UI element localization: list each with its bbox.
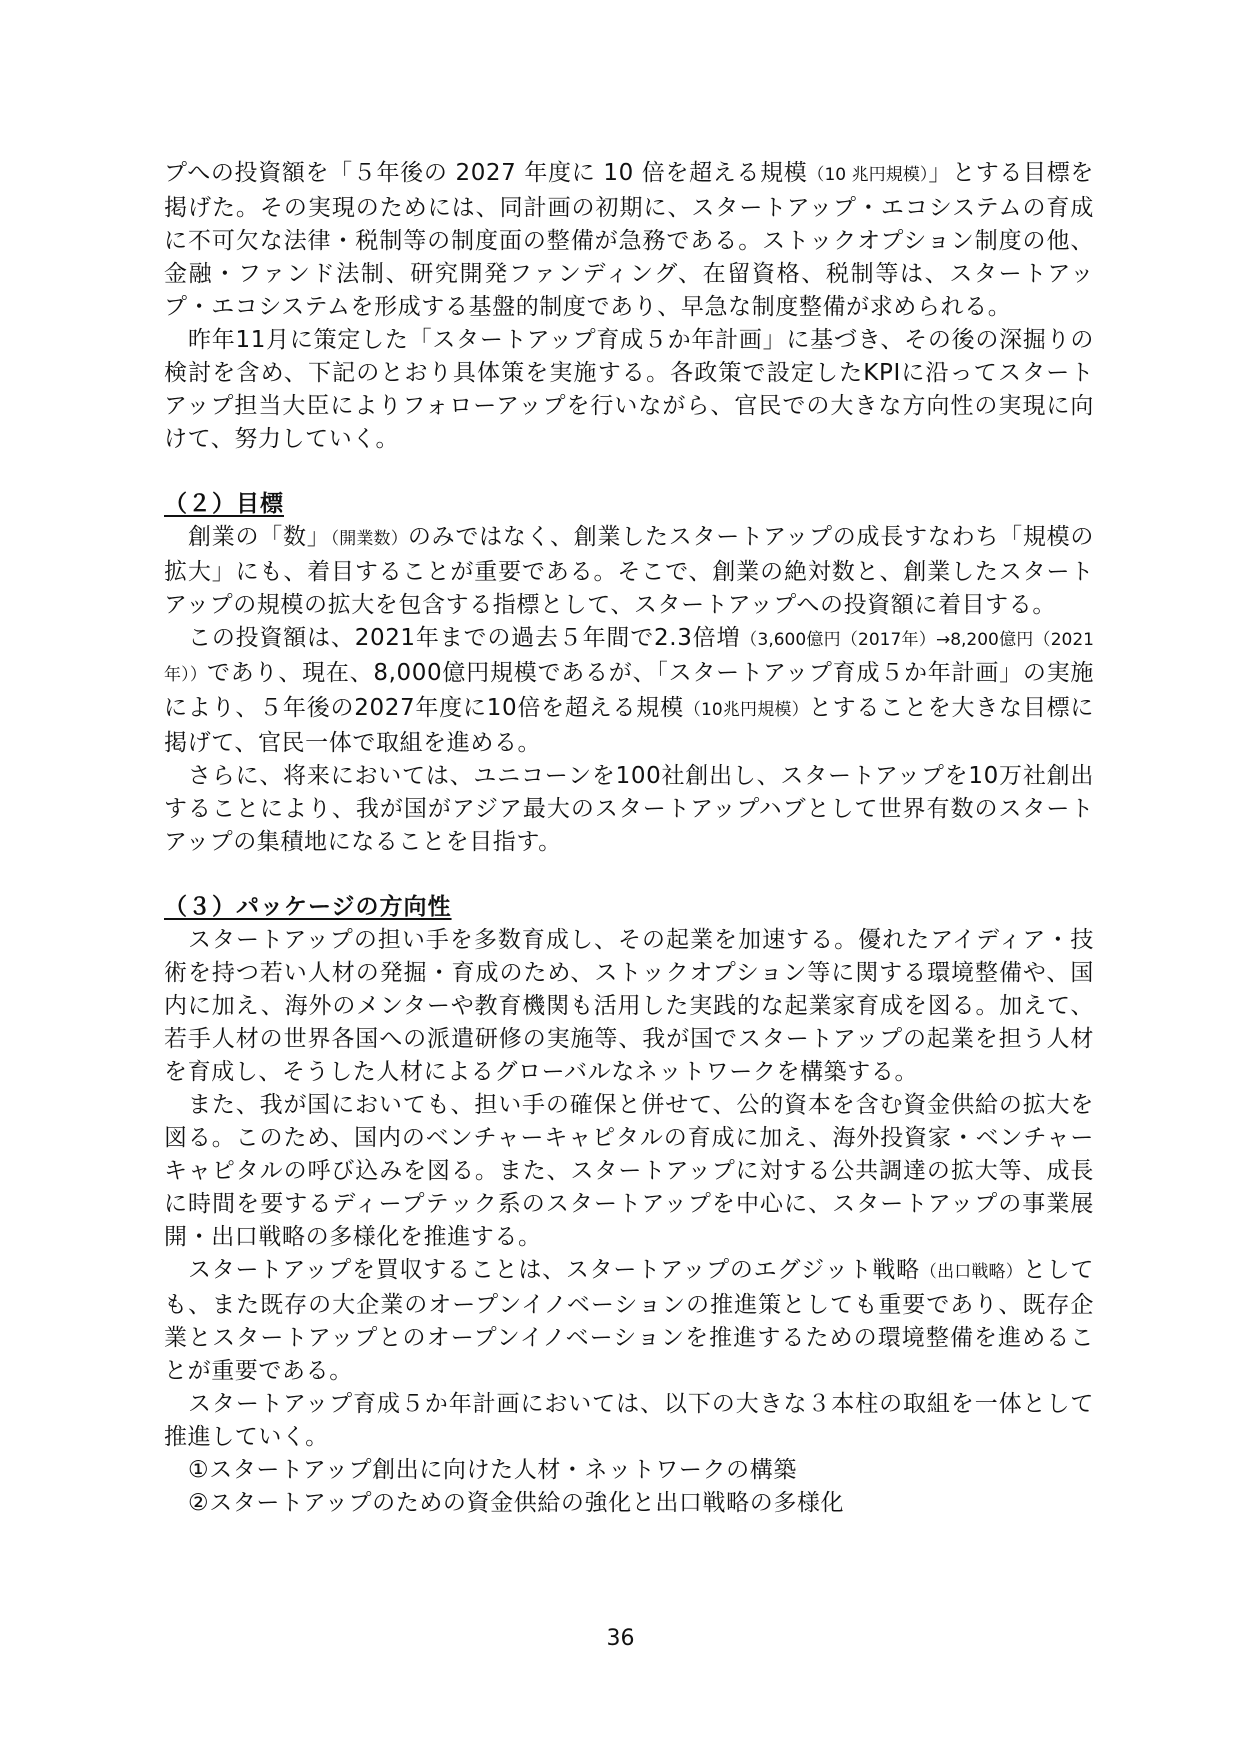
text-run: のみではなく、創業したスタートアップの成長すなわち「規模の拡大」にも、着目することが重要である。そこで、創業の絶対数と、創業したスタートアップの規模の拡大を包含する指標として、スタートアップへの投資額に着目する。 [164, 524, 1095, 618]
section-2-heading: （２）目標 [164, 491, 284, 517]
text-run-small: （3,600億円（2017年）→8,200億円（2021年）） [164, 630, 1094, 685]
section-3-heading: （３）パッケージの方向性 [164, 894, 452, 920]
text-run: スタートアップを買収することは、スタートアップのエグジット戦略 [188, 1257, 920, 1283]
section-3-paragraph-3 [164, 1254, 1094, 1388]
pillar-list-item-2: ②スタートアップのための資金供給の強化と出口戦略の多様化 [188, 1490, 845, 1516]
text-run: としても、また既存の大企業のオープンイノベーションの推進策としても重要であり、既存企業とスタートアップとのオープンイノベーションを推進するための環境整備を進めることが重要である。 [164, 1257, 1094, 1384]
text-run-small: （10兆円規模） [683, 700, 809, 720]
page-number: 36 [606, 1626, 635, 1651]
text-run: この投資額は、2021年までの過去５年間で2.3倍増 [188, 625, 741, 651]
text-run: プへの投資額を「５年後の 2027 年度に 10 倍を超える規模 [164, 160, 808, 186]
document-body [164, 157, 1094, 1520]
text-run: 創業の「数」 [188, 524, 331, 550]
text-run: とすることを大きな目標に掲げて、官民一体で取組を進める。 [164, 695, 1094, 756]
section-3-paragraph-1: スタートアップの担い手を多数育成し、その起業を加速する。優れたアイディア・技術を持つ若い人材の発掘・育成のため、ストックオプション等に関する環境整備や、国内に加え、海外のメンターや教育機関も活用した実践的な起業家育成を図る。加えて、若手人材の世界各国への派遣研修の実施等、我が国でスタートアップの起業を担う人材を育成し、そうした人材によるグローバルなネットワークを構築する。 [164, 927, 1094, 1085]
section-3-paragraph-4: スタートアップ育成５か年計画においては、以下の大きな３本柱の取組を一体として推進していく。 [164, 1391, 1094, 1450]
text-run: であり、現在、8,000億円規模であるが、「スタートアップ育成５か年計画」の実施により、５年後の2027年度に10倍を超える規模 [164, 660, 1095, 721]
text-run-small: （10 兆円規模） [807, 165, 929, 185]
section-3-paragraph-2: また、我が国においても、担い手の確保と併せて、公的資本を含む資金供給の拡大を図る。このため、国内のベンチャーキャピタルの育成に加え、海外投資家・ベンチャーキャピタルの呼び込みを図る。また、スタートアップに対する公共調達の拡大等、成長に時間を要するディープテック系のスタートアップを中心に、スタートアップの事業展開・出口戦略の多様化を推進する。 [164, 1092, 1094, 1250]
text-run: 」とする目標を掲げた。その実現のためには、同計画の初期に、スタートアップ・エコシステムの育成に不可欠な法律・税制等の制度面の整備が急務である。ストックオプション制度の他、金融・ファンド法制、研究開発ファンディング、在留資格、税制等は、スタートアップ・エコシステムを形成する基盤的制度であり、早急な制度整備が求められる。 [164, 160, 1094, 320]
section-2-paragraph-2 [164, 622, 1094, 760]
section-2-paragraph-1 [164, 521, 1094, 622]
intro-paragraph-1 [164, 157, 1094, 324]
section-2-paragraph-3: さらに、将来においては、ユニコーンを100社創出し、スタートアップを10万社創出することにより、我が国がアジア最大のスタートアップハブとして世界有数のスタートアップの集積地になることを目指す。 [164, 763, 1094, 855]
pillar-list-item-1: ①スタートアップ創出に向けた人材・ネットワークの構築 [188, 1457, 797, 1483]
text-run-small: （開業数） [330, 529, 408, 549]
intro-paragraph-2: 昨年11月に策定した「スタートアップ育成５か年計画」に基づき、その後の深掘りの検討を含め、下記のとおり具体策を実施する。各政策で設定したKPIに沿ってスタートアップ担当大臣によりフォローアップを行いながら、官民での大きな方向性の実現に向けて、努力していく。 [164, 327, 1094, 452]
text-run-small: （出口戦略） [919, 1262, 1023, 1282]
